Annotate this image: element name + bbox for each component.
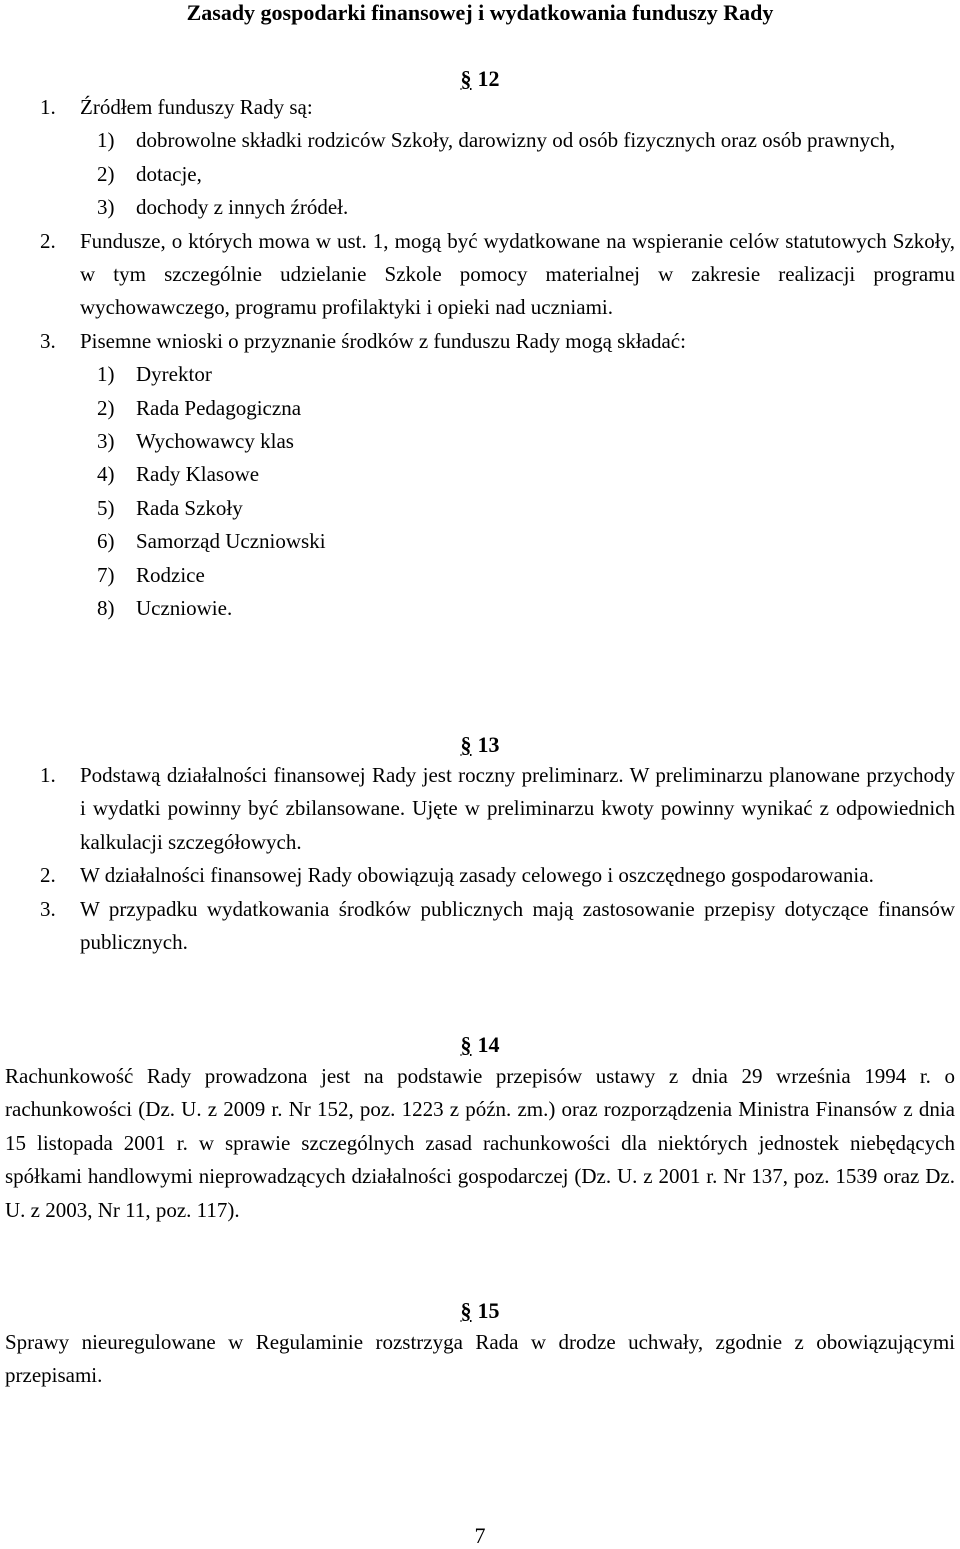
item-text: Pisemne wnioski o przyznanie środków z funduszu Rady mogą składać: — [80, 328, 686, 353]
sub-item-text: Uczniowie. — [136, 596, 233, 621]
sub-item-number: 5) — [97, 495, 115, 520]
section-number: 12 — [477, 66, 500, 91]
sub-item-text: Wychowawcy klas — [136, 429, 294, 454]
section-heading-12 — [0, 66, 960, 92]
sub-item-number: 3) — [97, 195, 115, 220]
sub-item-number: 6) — [97, 529, 115, 554]
section-number: 14 — [477, 1032, 500, 1057]
sub-item-number: 2) — [97, 395, 115, 420]
sub-item-text: Rodzice — [136, 562, 205, 587]
section-heading-13 — [0, 732, 960, 758]
page-number: 7 — [474, 1523, 486, 1548]
sub-item — [40, 158, 955, 191]
sub-item — [40, 191, 955, 224]
item-number: 2. — [40, 863, 56, 888]
sub-item-text: Rady Klasowe — [136, 462, 260, 487]
sub-item-text: Rada Pedagogiczna — [136, 395, 302, 420]
document-title: Zasady gospodarki finansowej i wydatkowania funduszy Rady — [186, 0, 774, 25]
sub-item-number: 4) — [97, 462, 115, 487]
item-text: Fundusze, o których mowa w ust. 1, mogą być wydatkowane na wspieranie celów statutowych Szkoły, w tym szczególnie udzielanie Szkole pomocy materialnej w zakresie realizacji programu wychowawczego, programu profilaktyki i opieki nad uczniami. — [80, 228, 955, 320]
item-number: 2. — [40, 228, 56, 253]
section-13-body — [40, 759, 955, 959]
section-sign: § — [460, 1032, 472, 1057]
item-text: Podstawą działalności finansowej Rady jest roczny preliminarz. W preliminarzu planowane przychody i wydatki powinny być zbilansowane. Ujęte w preliminarzu kwoty powinny wynikać z odpowiednich kalkulacji szczegółowych. — [80, 763, 955, 854]
sub-item-text: Samorząd Uczniowski — [136, 529, 326, 554]
sub-item-number: 2) — [97, 161, 115, 186]
sub-item-number: 7) — [97, 562, 115, 587]
item-text: W przypadku wydatkowania środków publicznych mają zastosowanie przepisy dotyczące finansów publicznych. — [80, 896, 955, 955]
list-item — [40, 91, 955, 124]
sub-item — [40, 559, 955, 592]
section-sign: § — [460, 66, 472, 91]
sub-item-number: 3) — [97, 429, 115, 454]
sub-item-number: 8) — [97, 596, 115, 621]
section-paragraph: Rachunkowość Rady prowadzona jest na podstawie przepisów ustawy z dnia 29 września 1994 r. o rachunkowości (Dz. U. z 2009 r. Nr 152, poz. 1223 z późn. zm.) oraz rozporządzenia Ministra Finansów z dnia 15 listopada 2001 r. w sprawie szczególnych zasad rachunkowości dla niektórych jednostek niebędących spółkami handlowymi nieprowadzących działalności gospodarczej (Dz. U. z 2001 r. Nr 137, poz. 1539 oraz Dz. U. z 2003, Nr 11, poz. 117). — [5, 1064, 955, 1222]
section-12-body — [40, 91, 955, 626]
sub-item — [40, 458, 955, 491]
sub-item-text: dochody z innych źródeł. — [136, 195, 349, 220]
sub-item — [40, 392, 955, 425]
section-15-body — [5, 1326, 955, 1393]
section-14-body — [5, 1060, 955, 1227]
sub-item-text: Dyrektor — [136, 362, 212, 387]
item-number: 3. — [40, 896, 56, 921]
sub-item — [40, 525, 955, 558]
section-paragraph: Sprawy nieuregulowane w Regulaminie rozstrzyga Rada w drodze uchwały, zgodnie z obowiązującymi przepisami. — [5, 1330, 955, 1388]
item-number: 1. — [40, 763, 56, 787]
list-item — [40, 225, 955, 325]
item-number: 3. — [40, 328, 56, 353]
list-item — [40, 859, 955, 892]
sub-item — [40, 425, 955, 458]
sub-item — [40, 492, 955, 525]
section-heading-15 — [0, 1298, 960, 1324]
section-number: 15 — [477, 1298, 500, 1323]
sub-item — [40, 358, 955, 391]
section-number: 13 — [477, 732, 500, 757]
list-item — [40, 325, 955, 358]
item-text: W działalności finansowej Rady obowiązują zasady celowego i oszczędnego gospodarowania. — [80, 863, 874, 888]
item-number: 1. — [40, 95, 56, 119]
sub-item-text: Rada Szkoły — [136, 495, 243, 520]
sub-item-text: dobrowolne składki rodziców Szkoły, darowizny od osób fizycznych oraz osób prawnych, — [136, 128, 896, 153]
sub-item — [40, 592, 955, 625]
sub-item-number: 1) — [97, 128, 115, 153]
item-text: Źródłem funduszy Rady są: — [80, 95, 313, 119]
list-item — [40, 759, 955, 859]
sub-item-text: dotacje, — [136, 161, 202, 186]
list-item — [40, 893, 955, 960]
sub-item — [40, 124, 955, 157]
section-heading-14 — [0, 1032, 960, 1058]
sub-item-number: 1) — [97, 362, 115, 387]
section-sign: § — [460, 1298, 472, 1323]
section-sign: § — [460, 732, 472, 757]
